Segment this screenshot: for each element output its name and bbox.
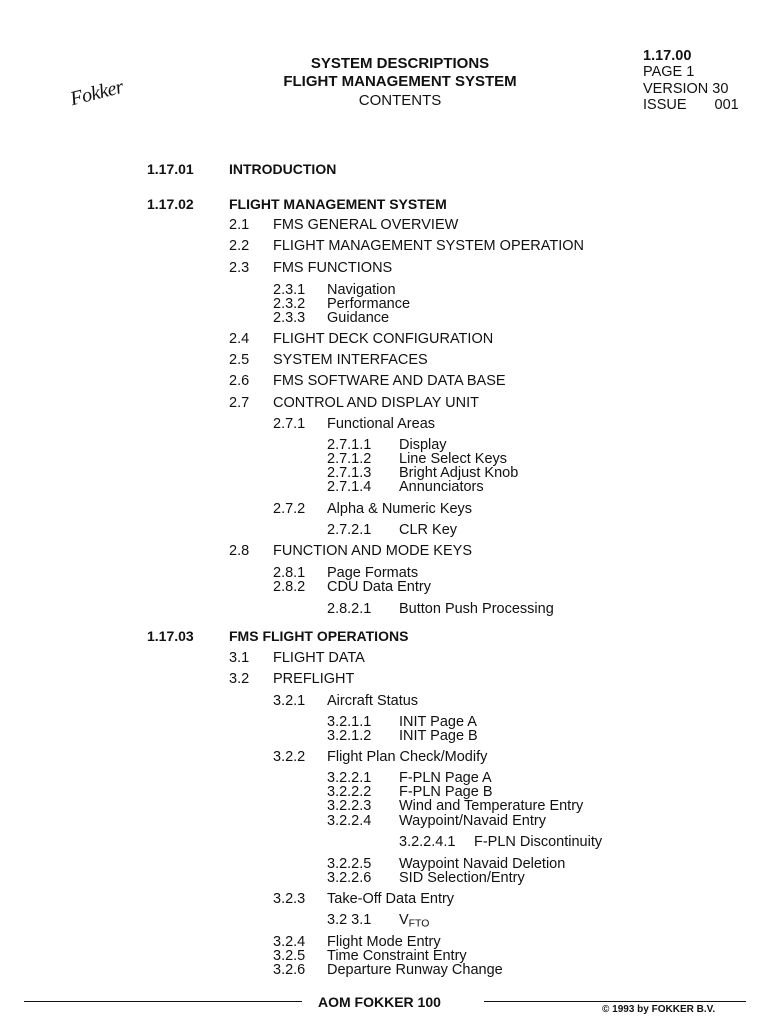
toc-entry-number: 3.2.2.3 — [327, 798, 372, 814]
toc-entry-number: 3.2.2.5 — [327, 856, 372, 872]
toc-entry-title: Alpha & Numeric Keys — [327, 501, 473, 517]
header-title-line3: CONTENTS — [358, 92, 442, 109]
toc-entry-number: 3.2.2.4 — [327, 813, 372, 829]
copyright: © 1993 by FOKKER B.V. — [602, 1004, 716, 1015]
toc-entry-title: Departure Runway Change — [327, 962, 503, 978]
toc-entry-title: Flight Mode Entry — [327, 934, 441, 950]
toc-entry-title: Waypoint Navaid Deletion — [399, 856, 566, 872]
fokker-logo: Fokker — [68, 75, 126, 111]
toc-entry-title: FMS FUNCTIONS — [273, 260, 393, 276]
toc-entry-number: 2.7.1.3 — [327, 465, 372, 481]
toc-entry-title: INIT Page A — [399, 714, 477, 730]
toc-entry-title: Page Formats — [327, 565, 419, 581]
toc-entry-title: INIT Page B — [399, 728, 478, 744]
toc-entry-number: 3.2.2 — [273, 749, 306, 765]
toc-entry-number: 2.7.1.4 — [327, 479, 372, 495]
toc-entry-title: CDU Data Entry — [327, 579, 431, 595]
toc-entry-title: F-PLN Page B — [399, 784, 493, 800]
toc-entry-number: 2.4 — [229, 331, 250, 347]
toc-entry-title: FMS SOFTWARE AND DATA BASE — [273, 373, 506, 389]
toc-entry-title: Line Select Keys — [399, 451, 508, 467]
toc-entry-number: 2.6 — [229, 373, 250, 389]
issue — [643, 97, 739, 113]
toc-entry-number: 3.2.1 — [273, 693, 306, 709]
toc-entry-title: Aircraft Status — [327, 693, 419, 709]
toc-entry-title-main: V — [399, 912, 409, 928]
section-id: 1.17.00 — [643, 48, 692, 64]
toc-entry-title: Guidance — [327, 310, 390, 326]
toc-entry-title — [399, 912, 429, 930]
toc-entry-number: 3.1 — [229, 650, 250, 666]
toc-entry-title: SID Selection/Entry — [399, 870, 525, 886]
header-title-line2: FLIGHT MANAGEMENT SYSTEM — [283, 73, 517, 90]
toc-entry-title: Bright Adjust Knob — [399, 465, 519, 481]
footer-rule-left — [24, 1001, 302, 1002]
issue-value: 001 — [714, 97, 739, 113]
toc-entry-title: Navigation — [327, 282, 396, 298]
toc-entry-title: Waypoint/Navaid Entry — [399, 813, 546, 829]
issue-label: ISSUE — [643, 97, 687, 113]
toc-entry-title: SYSTEM INTERFACES — [273, 352, 428, 368]
toc-entry-number: 2.5 — [229, 352, 250, 368]
toc-entry-number: 2.7.1.2 — [327, 451, 372, 467]
toc-entry-number: 3.2 — [229, 671, 250, 687]
toc-entry-number: 3.2 3.1 — [327, 912, 372, 928]
toc-entry-title: FLIGHT MANAGEMENT SYSTEM — [229, 196, 447, 212]
toc-entry-number: 2.8.2.1 — [327, 601, 372, 617]
toc-entry-number: 2.8 — [229, 543, 250, 559]
toc-entry-title: FMS FLIGHT OPERATIONS — [229, 628, 409, 644]
toc-entry-title: Flight Plan Check/Modify — [327, 749, 488, 765]
toc-entry-title: F-PLN Discontinuity — [474, 834, 603, 850]
toc-entry-number: 3.2.3 — [273, 891, 306, 907]
toc-entry-number: 2.7.2.1 — [327, 522, 372, 538]
toc-entry-title: Take-Off Data Entry — [327, 891, 455, 907]
toc-entry-title: Display — [399, 437, 447, 453]
footer-rule-right — [484, 1001, 746, 1002]
toc-entry-title: Functional Areas — [327, 416, 436, 432]
toc-entry-number: 2.7.1.1 — [327, 437, 372, 453]
toc-entry-title: Button Push Processing — [399, 601, 554, 617]
toc-entry-number: 2.7 — [229, 395, 250, 411]
toc-entry-number: 3.2.6 — [273, 962, 306, 978]
toc-entry-title: FLIGHT DATA — [273, 650, 365, 666]
toc-entry-title: CONTROL AND DISPLAY UNIT — [273, 395, 479, 411]
toc-entry-title: Performance — [327, 296, 411, 312]
toc-entry-number: 3.2.5 — [273, 948, 306, 964]
toc-entry-title: F-PLN Page A — [399, 770, 492, 786]
toc-entry-title: FMS GENERAL OVERVIEW — [273, 217, 459, 233]
toc-entry-number: 2.8.2 — [273, 579, 306, 595]
toc-entry-number: 2.8.1 — [273, 565, 306, 581]
toc-entry-number: 3.2.2.4.1 — [399, 834, 456, 850]
toc-entry-title: FUNCTION AND MODE KEYS — [273, 543, 472, 559]
page-number: PAGE 1 — [643, 64, 695, 80]
toc-entry-title: FLIGHT MANAGEMENT SYSTEM OPERATION — [273, 238, 584, 254]
toc-entry-title: Time Constraint Entry — [327, 948, 467, 964]
toc-entry-number: 2.1 — [229, 217, 250, 233]
toc-entry-title: Wind and Temperature Entry — [399, 798, 584, 814]
toc-entry-number: 3.2.2.1 — [327, 770, 372, 786]
toc-entry-number: 2.3 — [229, 260, 250, 276]
toc-entry-title: FLIGHT DECK CONFIGURATION — [273, 331, 494, 347]
version: VERSION 30 — [643, 81, 729, 97]
toc-entry-number: 2.3.1 — [273, 282, 306, 298]
footer-title: AOM FOKKER 100 — [318, 994, 441, 1010]
toc-entry-number: 2.7.1 — [273, 416, 306, 432]
toc-entry-number: 2.2 — [229, 238, 250, 254]
toc-entry-number: 3.2.4 — [273, 934, 306, 950]
toc-entry-title: CLR Key — [399, 522, 458, 538]
toc-entry-number: 1.17.01 — [147, 161, 194, 177]
toc-entry-number: 3.2.2.6 — [327, 870, 372, 886]
header-title-line1: SYSTEM DESCRIPTIONS — [310, 55, 490, 72]
toc-entry-number: 3.2.1.2 — [327, 728, 372, 744]
toc-entry-number: 2.3.2 — [273, 296, 306, 312]
toc-entry-title: Annunciators — [399, 479, 484, 495]
toc-entry-number: 2.3.3 — [273, 310, 306, 326]
toc-entry-title: INTRODUCTION — [229, 161, 337, 177]
toc-entry-title-subscript: FTO — [408, 918, 430, 930]
toc-entry-number: 2.7.2 — [273, 501, 306, 517]
toc-entry-number: 1.17.03 — [147, 628, 194, 644]
toc-entry-number: 3.2.1.1 — [327, 714, 372, 730]
toc-entry-number: 1.17.02 — [147, 196, 194, 212]
toc-entry-number: 3.2.2.2 — [327, 784, 372, 800]
toc-entry-title: PREFLIGHT — [273, 671, 355, 687]
